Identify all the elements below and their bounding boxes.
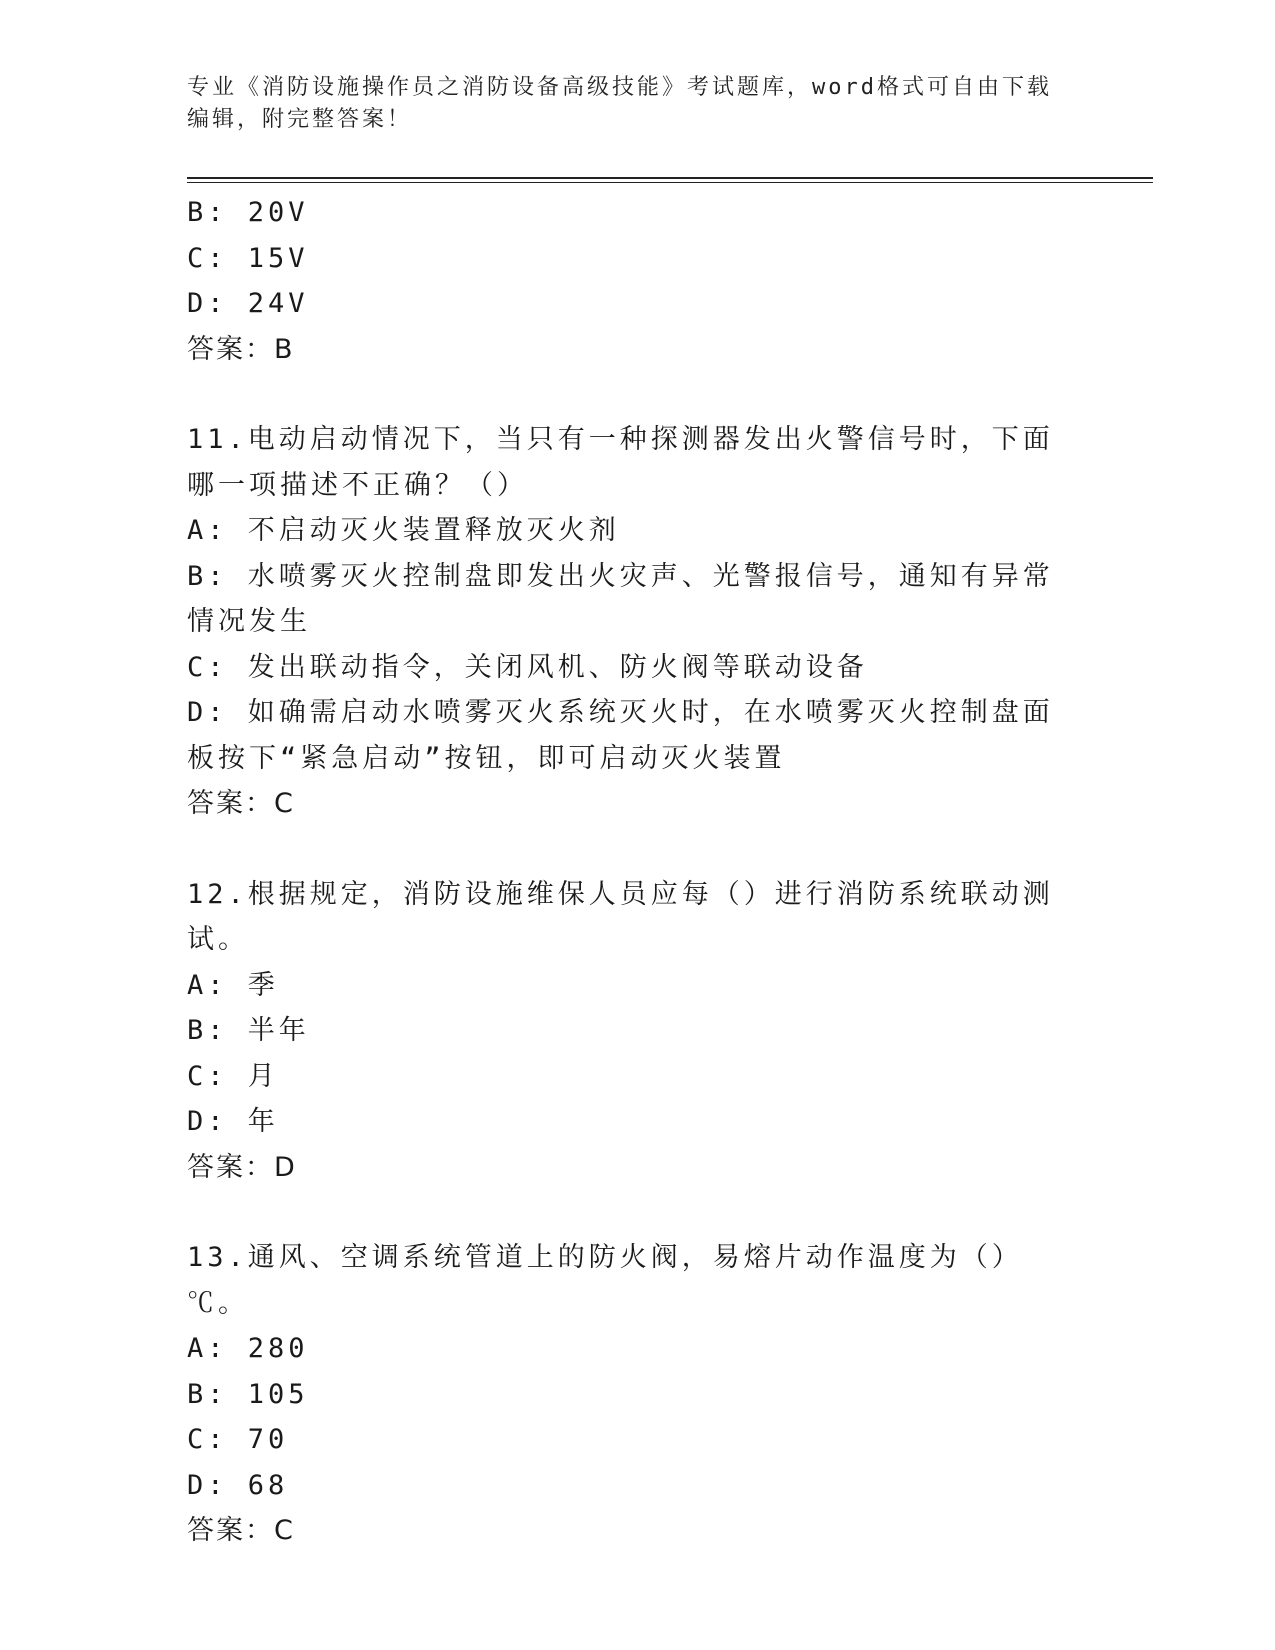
answer-line: 答案：C	[187, 1515, 295, 1546]
option-c: C: 15V	[187, 242, 309, 274]
option-a: A: 280	[187, 1333, 309, 1364]
option-b: B: 水喷雾灭火控制盘即发出火灾声、光警报信号，通知有异常情况发生	[187, 560, 1054, 637]
header-divider	[187, 177, 1153, 179]
answer-line: 答案：B	[187, 333, 295, 365]
option-d: D: 68	[187, 1469, 289, 1501]
option-c: C: 月	[187, 1060, 279, 1092]
question-13	[187, 1235, 1067, 1554]
prev-question-tail	[187, 190, 1067, 372]
question-stem: 12.根据规定，消防设施维保人员应每（）进行消防系统联动测试。	[187, 878, 1054, 955]
question-list	[187, 190, 1067, 1554]
option-c: C: 发出联动指令，关闭风机、防火阀等联动设备	[187, 651, 868, 683]
answer-line: 答案：D	[187, 1151, 297, 1183]
answer-line: 答案：C	[187, 788, 295, 819]
option-b: B: 20V	[187, 197, 309, 228]
option-d: D: 年	[187, 1106, 279, 1137]
option-b: B: 半年	[187, 1015, 310, 1046]
option-d: D: 24V	[187, 288, 309, 319]
question-stem: 13.通风、空调系统管道上的防火阀，易熔片动作温度为（）℃。	[187, 1242, 1023, 1319]
option-c: C: 70	[187, 1424, 289, 1455]
question-12	[187, 872, 1067, 1191]
option-a: A: 不启动灭火装置释放灭火剂	[187, 515, 620, 546]
header-divider-thin	[187, 182, 1153, 183]
option-a: A: 季	[187, 969, 279, 1001]
question-11	[187, 417, 1067, 827]
option-d: D: 如确需启动水喷雾灭火系统灭火时，在水喷雾灭火控制盘面板按下“紧急启动”按钮，即可启动灭火装置	[187, 697, 1054, 774]
option-b: B: 105	[187, 1378, 309, 1410]
document-header: 专业《消防设施操作员之消防设备高级技能》考试题库，word格式可自由下载编辑，附完整答案！	[187, 75, 1052, 132]
question-stem: 11.电动启动情况下，当只有一种探测器发出火警信号时，下面哪一项描述不正确？（）	[187, 424, 1054, 501]
